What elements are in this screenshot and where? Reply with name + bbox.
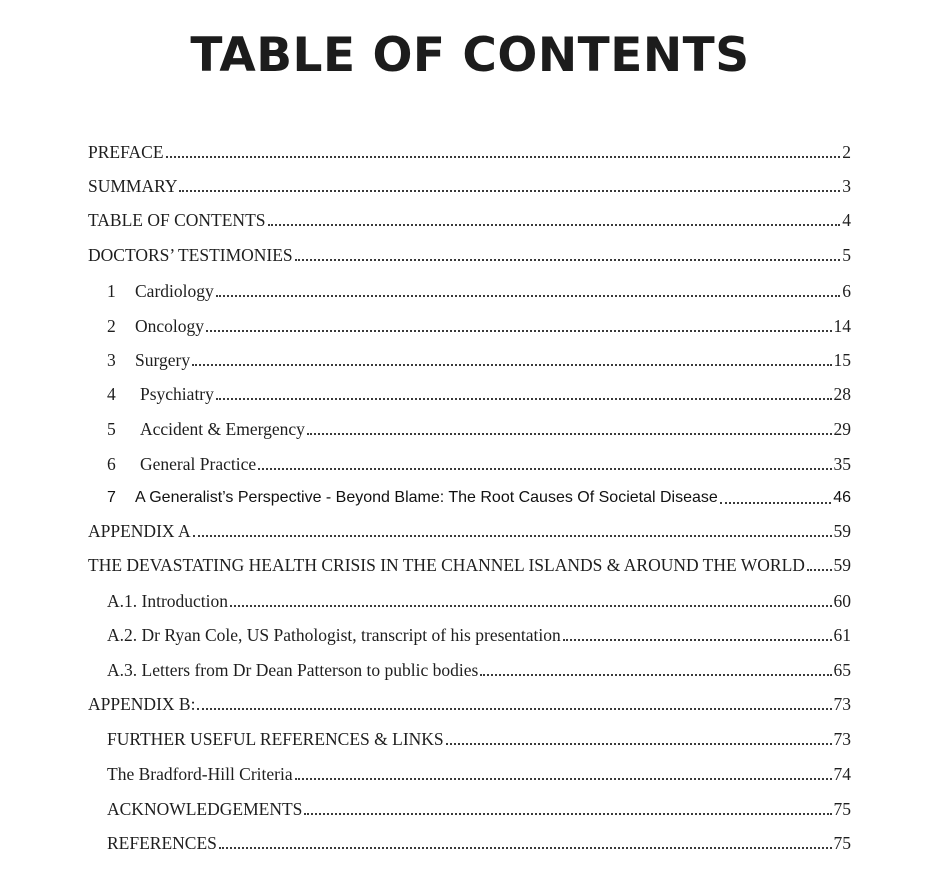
dot-leader — [807, 569, 832, 571]
toc-entry-page: 59 — [833, 521, 851, 541]
dot-leader — [219, 847, 832, 849]
toc-entry-number: 7 — [107, 489, 116, 506]
toc-entry-surgery[interactable] — [107, 346, 851, 370]
dot-leader — [268, 224, 841, 226]
toc-entry-bradford-hill[interactable] — [107, 760, 851, 784]
dot-leader — [304, 813, 831, 815]
dot-leader — [197, 708, 831, 710]
toc-entry-page: 60 — [833, 591, 851, 611]
toc-entry-a2-ryan-cole[interactable] — [107, 621, 851, 645]
dot-leader — [166, 156, 841, 158]
toc-entry-references[interactable] — [107, 829, 851, 853]
toc-entry-number: 1 — [107, 281, 116, 301]
toc-entry-appendix-b[interactable] — [88, 690, 851, 714]
toc-entry-number: 5 — [107, 419, 116, 439]
toc-entry-page: 28 — [833, 384, 851, 404]
toc-entry-title: A.2. Dr Ryan Cole, US Pathologist, transcript of his presentation — [107, 625, 561, 645]
toc-entry-title: FURTHER USEFUL REFERENCES & LINKS — [107, 729, 444, 749]
toc-entry-page: 75 — [833, 833, 851, 853]
toc-entry-page: 14 — [833, 316, 851, 336]
toc-entry-page: 29 — [833, 419, 851, 439]
toc-entry-psychiatry[interactable] — [107, 380, 851, 404]
toc-entry-title: General Practice — [140, 454, 257, 474]
toc-entry-page: 59 — [833, 555, 851, 575]
dot-leader — [230, 605, 831, 607]
toc-entry-title: Oncology — [135, 316, 205, 336]
toc-entry-summary[interactable] — [88, 172, 851, 196]
toc-entry-page: 73 — [833, 729, 851, 749]
dot-leader — [295, 778, 832, 780]
page-title: TABLE OF CONTENTS — [190, 28, 750, 83]
dot-leader — [193, 535, 832, 537]
toc-entry-a3-letters[interactable] — [107, 656, 851, 680]
dot-leader — [480, 674, 831, 676]
toc-entry-page: 75 — [833, 799, 851, 819]
toc-entry-title: THE DEVASTATING HEALTH CRISIS IN THE CHANNEL ISLANDS & AROUND THE WORLD — [88, 555, 805, 575]
toc-entry-page: 6 — [842, 281, 851, 301]
toc-entry-page: 15 — [833, 350, 851, 370]
dot-leader — [216, 295, 841, 297]
toc-entry-title: A Generalist’s Perspective - Beyond Blame: The Root Causes Of Societal Disease — [135, 489, 718, 506]
toc-entry-title: Psychiatry — [140, 384, 214, 404]
toc-entry-title: Cardiology — [135, 281, 214, 301]
toc-entry-page: 61 — [833, 625, 851, 645]
toc-entry-acknowledgements[interactable] — [107, 795, 851, 819]
toc-entry-title: TABLE OF CONTENTS — [88, 210, 266, 230]
toc-entry-page: 2 — [842, 142, 851, 162]
toc-entry-further-references[interactable] — [107, 725, 851, 749]
toc-entry-title: A.1. Introduction — [107, 591, 229, 611]
toc-entry-page: 4 — [842, 210, 851, 230]
toc-entry-title: APPENDIX B: — [88, 694, 196, 714]
toc-entry-preface[interactable] — [88, 138, 851, 162]
dot-leader — [206, 330, 831, 332]
toc-entry-page: 35 — [833, 454, 851, 474]
dot-leader — [179, 190, 840, 192]
toc-entry-cardiology[interactable] — [107, 277, 851, 301]
toc-entry-page: 74 — [833, 764, 851, 784]
toc-entry-title: Surgery — [135, 350, 191, 370]
toc-entry-accident-emergency[interactable] — [107, 415, 851, 439]
toc-entry-page: 5 — [842, 245, 851, 265]
toc-entry-oncology[interactable] — [107, 312, 851, 336]
dot-leader — [295, 259, 841, 261]
toc-entry-page: 73 — [833, 694, 851, 714]
dot-leader — [307, 433, 832, 435]
dot-leader — [216, 398, 832, 400]
toc-entry-number: 6 — [107, 454, 116, 474]
dot-leader — [258, 468, 831, 470]
toc-entry-number: 4 — [107, 384, 116, 404]
toc-entry-page: 3 — [842, 176, 851, 196]
toc-entry-general-practice[interactable] — [107, 450, 851, 474]
toc-entry-a1-introduction[interactable] — [107, 587, 851, 611]
dot-leader — [720, 502, 831, 504]
dot-leader — [446, 743, 832, 745]
toc-entry-devastating-health-crisis[interactable] — [88, 551, 851, 575]
toc-entry-title: PREFACE — [88, 142, 164, 162]
toc-entry-title: ACKNOWLEDGEMENTS — [107, 799, 303, 819]
toc-entry-number: 3 — [107, 350, 116, 370]
toc-entry-page: 65 — [833, 660, 851, 680]
toc-entry-title: SUMMARY — [88, 176, 178, 196]
toc-entry-title: Accident & Emergency — [140, 419, 305, 439]
toc-entry-title: REFERENCES — [107, 833, 217, 853]
toc-entry-generalists-perspective[interactable] — [107, 484, 851, 508]
toc-entry-title: DOCTORS’ TESTIMONIES — [88, 245, 293, 265]
toc-entry-doctors-testimonies[interactable] — [88, 241, 851, 265]
dot-leader — [563, 639, 832, 641]
toc-entry-title: A.3. Letters from Dr Dean Patterson to public bodies — [107, 660, 479, 680]
toc-entry-table-of-contents[interactable] — [88, 206, 851, 230]
toc-entry-title: APPENDIX A — [88, 521, 191, 541]
toc-entry-number: 2 — [107, 316, 116, 336]
toc-entry-appendix-a[interactable] — [88, 517, 851, 541]
toc-entry-page: 46 — [833, 489, 851, 506]
dot-leader — [192, 364, 831, 366]
toc-entry-title: The Bradford-Hill Criteria — [107, 764, 293, 784]
